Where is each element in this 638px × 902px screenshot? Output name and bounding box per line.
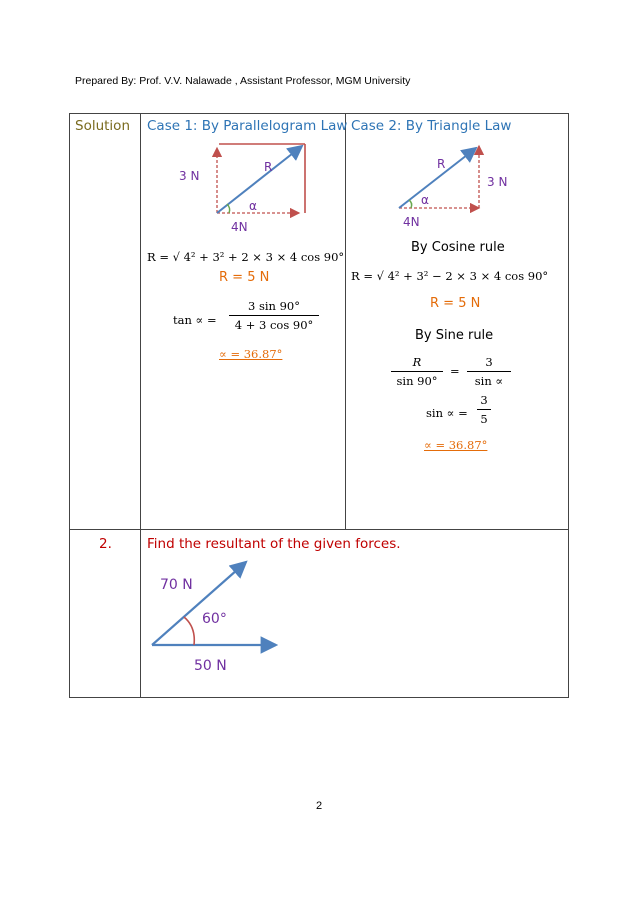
force2-label: 50 N	[194, 658, 227, 674]
force1-label: 70 N	[160, 577, 193, 593]
sine-left-denominator: sin 90°	[396, 374, 438, 388]
fig2-force-v-label: 3 N	[487, 175, 508, 189]
case2-sine-heading: By Sine rule	[415, 328, 494, 343]
table-col-divider	[140, 113, 141, 698]
fraction-bar	[229, 315, 319, 316]
sine-right-denominator: sin ∝	[474, 374, 504, 388]
case1-tan-denominator: 4 + 3 cos 90°	[234, 318, 314, 332]
fig1-alpha-label: α	[249, 199, 257, 213]
resultant-line	[217, 146, 302, 213]
solution-table	[69, 113, 569, 698]
fraction-bar	[391, 371, 443, 372]
fig2-resultant-label: R	[437, 157, 446, 171]
sin-denominator: 5	[480, 412, 488, 426]
case2-cosine-heading: By Cosine rule	[411, 240, 505, 255]
case2-sine-equals: =	[450, 364, 460, 378]
fig1-resultant-label: R	[264, 160, 273, 174]
case2-sine-left-fraction	[391, 355, 443, 388]
sine-right-numerator: 3	[485, 355, 493, 369]
force-70n-line	[152, 562, 246, 645]
problem-statement: Find the resultant of the given forces.	[147, 536, 401, 552]
angle-arc	[184, 617, 194, 645]
sin-numerator: 3	[480, 393, 488, 407]
alpha-arc	[227, 204, 230, 213]
case2-r-formula: R = √ 4² + 3² − 2 × 3 × 4 cos 90°	[351, 269, 549, 283]
triangle-diagram	[379, 138, 529, 233]
case1-r-formula: R = √ 4² + 3² + 2 × 3 × 4 cos 90°	[147, 250, 345, 264]
case1-tan-lhs: tan ∝ =	[173, 313, 217, 327]
table-border-right	[568, 113, 569, 698]
page-number: 2	[316, 800, 323, 812]
angle-label: 60°	[202, 611, 227, 627]
case2-r-result: R = 5 N	[430, 296, 481, 311]
fig2-force-h-label: 4N	[403, 215, 420, 229]
fig2-alpha-label: α	[421, 193, 429, 207]
case2-sine-right-fraction	[467, 355, 511, 388]
fig1-force-h-label: 4N	[231, 220, 248, 234]
case2-title: Case 2: By Triangle Law	[351, 118, 512, 134]
case1-r-result: R = 5 N	[219, 270, 270, 285]
case1-tan-numerator: 3 sin 90°	[248, 299, 300, 313]
forces-diagram	[144, 553, 294, 678]
case2-sin-fraction	[477, 393, 491, 426]
solution-label: Solution	[75, 118, 130, 134]
case2-sin-lhs: sin ∝ =	[426, 406, 468, 420]
case1-title: Case 1: By Parallelogram Law	[147, 118, 348, 134]
problem-number: 2.	[99, 536, 112, 552]
table-border-left	[69, 113, 70, 698]
table-border-top	[69, 113, 569, 114]
page-header: Prepared By: Prof. V.V. Nalawade , Assistant Professor, MGM University	[75, 75, 411, 87]
parallelogram-diagram	[169, 138, 319, 243]
fig1-force-v-label: 3 N	[179, 169, 200, 183]
fraction-bar	[477, 409, 491, 410]
table-case-divider	[345, 113, 346, 529]
case2-alpha-result: ∝ = 36.87°	[424, 438, 488, 452]
table-border-bottom	[69, 697, 569, 698]
table-row-divider	[69, 529, 569, 530]
sine-left-numerator: R	[412, 355, 422, 369]
case1-tan-fraction	[229, 299, 319, 332]
fraction-bar	[467, 371, 511, 372]
case1-alpha-result: ∝ = 36.87°	[219, 347, 283, 361]
alpha-arc	[409, 200, 412, 208]
